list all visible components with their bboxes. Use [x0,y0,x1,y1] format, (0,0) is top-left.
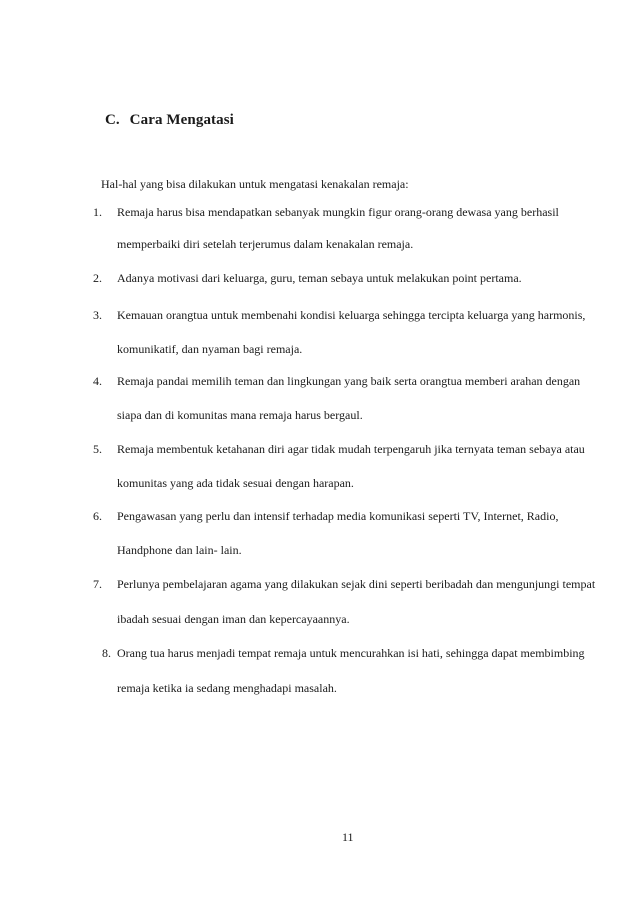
list-item-line: Remaja pandai memilih teman dan lingkungan yang baik serta orangtua memberi arahan dengan [117,374,581,388]
list-item-line: komunitas yang ada tidak sesuai dengan harapan. [117,476,354,490]
list-item-number: 5. [93,442,102,456]
list-item-line: komunikatif, dan nyaman bagi remaja. [117,342,303,356]
list-item-number: 2. [93,271,102,285]
list-item-line: Orang tua harus menjadi tempat remaja untuk mencurahkan isi hati, sehingga dapat membimbing [117,646,585,660]
list-item-number: 7. [93,577,102,591]
intro-paragraph: Hal-hal yang bisa dilakukan untuk mengatasi kenakalan remaja: [101,177,409,191]
list-item-line: Pengawasan yang perlu dan intensif terhadap media komunikasi seperti TV, Internet, Radio, [117,509,559,523]
page-number: 11 [342,830,354,844]
list-item-line: Perlunya pembelajaran agama yang dilakukan sejak dini seperti beribadah dan mengunjungi tempat [117,577,596,591]
list-item-line: Kemauan orangtua untuk membenahi kondisi keluarga sehingga tercipta keluarga yang harmonis, [117,308,586,322]
list-item-number: 1. [93,205,102,219]
list-item-line: siapa dan di komunitas mana remaja harus bergaul. [117,408,363,422]
list-item-number: 8. [102,646,111,660]
list-item-number: 4. [93,374,102,388]
list-item-number: 3. [93,308,102,322]
list-item-line: Handphone dan lain- lain. [117,543,242,557]
section-number: C. [105,112,120,128]
list-item-line: Adanya motivasi dari keluarga, guru, teman sebaya untuk melakukan point pertama. [117,271,522,285]
list-item-line: Remaja harus bisa mendapatkan sebanyak mungkin figur orang-orang dewasa yang berhasil [117,205,559,219]
list-item-line: ibadah sesuai dengan iman dan kepercayaannya. [117,612,350,626]
list-item-line: Remaja membentuk ketahanan diri agar tidak mudah terpengaruh jika ternyata teman sebaya atau [117,442,585,456]
list-item-line: remaja ketika ia sedang menghadapi masalah. [117,681,337,695]
list-item-line: memperbaiki diri setelah terjerumus dalam kenakalan remaja. [117,237,414,251]
section-heading [105,112,234,129]
list-item-number: 6. [93,509,102,523]
section-title: Cara Mengatasi [129,112,234,128]
